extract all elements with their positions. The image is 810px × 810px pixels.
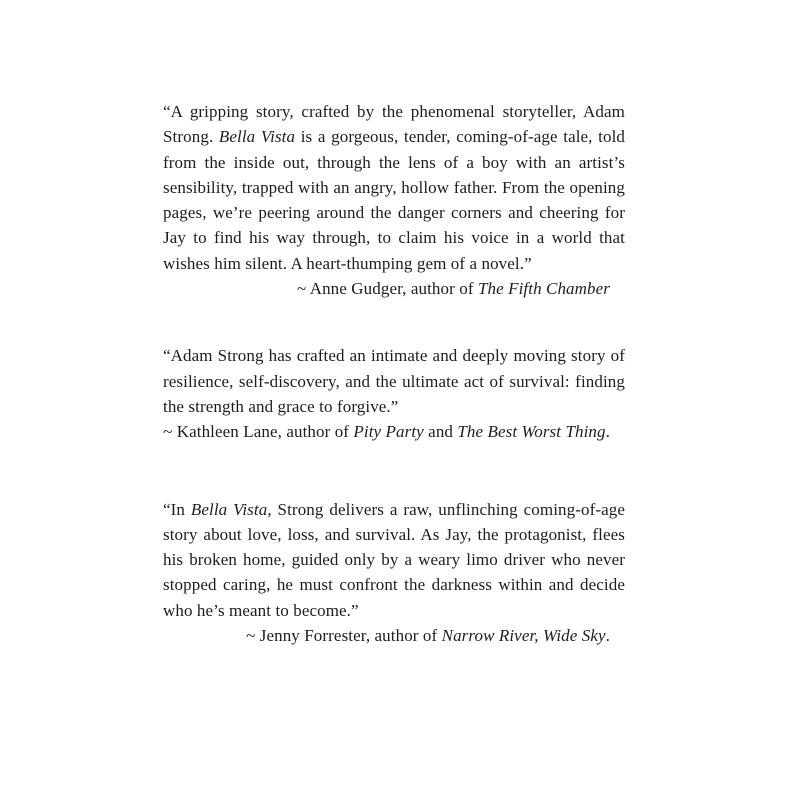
quote-block-anne-gudger xyxy=(163,99,625,301)
praise-content xyxy=(163,99,625,648)
quote-attribution: ~ Kathleen Lane, author of Pity Party and The Best Worst Thing. xyxy=(163,422,610,442)
quote-text: “A gripping story, crafted by the phenomenal storyteller, Adam Strong. Bella Vista is a gorgeous, tender, coming-of-age tale, told from the inside out, through the lens of a boy with an artist’s sensibility, trapped with an angry, hollow father. From the opening pages, we’re peering around the danger corners and cheering for Jay to find his way through, to claim his voice in a world that wishes him silent. A heart-thumping gem of a novel.” xyxy=(163,102,625,273)
quote-attribution: ~ Jenny Forrester, author of Narrow River, Wide Sky. xyxy=(246,626,610,646)
book-title-italic: Bella Vista xyxy=(190,499,268,519)
quote-block-jenny-forrester xyxy=(163,497,625,649)
quote-attribution: ~ Anne Gudger, author of The Fifth Chamber xyxy=(296,279,610,299)
book-title-italic: Pity Party xyxy=(353,422,424,442)
quote-text: “In Bella Vista, Strong delivers a raw, unflinching coming-of-age story about love, loss, and survival. As Jay, the protagonist, flees his broken home, guided only by a weary limo driver who never stopped caring, he must confront the darkness within and decide who he’s meant to become.” xyxy=(163,499,625,620)
quote-text: “Adam Strong has crafted an intimate and deeply moving story of resilience, self-discovery, and the ultimate act of survival: finding the strength and grace to forgive.” xyxy=(163,346,625,416)
book-title-italic: Bella Vista xyxy=(218,127,296,147)
book-title-italic: Narrow River, Wide Sky xyxy=(441,626,606,646)
book-title-italic: The Fifth Chamber xyxy=(477,279,610,299)
book-title-italic: The Best Worst Thing xyxy=(457,422,606,442)
quote-block-kathleen-lane xyxy=(163,343,625,444)
